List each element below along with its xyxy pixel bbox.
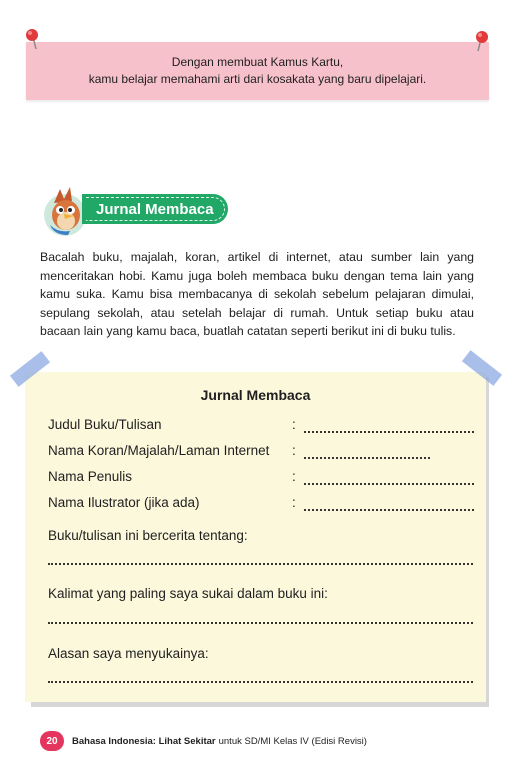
field-colon: : <box>292 443 296 458</box>
section-title-badge <box>82 194 228 224</box>
note-line-2: kamu belajar memahami arti dari kosakata yang baru dipelajari. <box>88 72 427 86</box>
dotted-answer-line <box>48 622 473 624</box>
field-label: Nama Penulis <box>48 469 133 484</box>
book-title: Bahasa Indonesia: Lihat Sekitar <box>72 735 216 747</box>
journal-title: Jurnal Membaca <box>200 387 311 403</box>
page-number: 20 <box>40 731 64 751</box>
field-label: Nama Koran/Majalah/Laman Internet <box>48 443 270 458</box>
field-book-title <box>48 417 474 435</box>
pushpin-icon <box>472 30 490 52</box>
note-line-1: Dengan membuat Kamus Kartu, <box>171 55 344 69</box>
prompt-reason: Alasan saya menyukainya: <box>48 646 209 661</box>
dotted-answer-line <box>304 483 474 485</box>
book-subtitle: untuk SD/MI Kelas IV (Edisi Revisi) <box>218 735 367 747</box>
dotted-answer-line <box>304 509 474 511</box>
dotted-answer-line <box>48 563 473 565</box>
prompt-favorite-sentence: Kalimat yang paling saya sukai dalam buku ini: <box>48 586 328 601</box>
page-footer <box>40 731 367 751</box>
pushpin-icon <box>24 28 42 50</box>
section-title: Jurnal Membaca <box>96 200 214 218</box>
dotted-answer-line <box>304 431 474 433</box>
field-label: Judul Buku/Tulisan <box>48 417 162 432</box>
dotted-answer-line <box>48 681 473 683</box>
field-colon: : <box>292 495 296 510</box>
field-author <box>48 469 474 487</box>
intro-paragraph: Bacalah buku, majalah, koran, artikel di internet, atau sumber lain yang menceritakan hobi. Kamu juga boleh membaca buku dengan tema lain yang kamu suka. Kamu bisa membacanya di sekolah sebelum pelajaran dimulai, sepulang sekolah, atau setelah belajar di rumah. Untuk setiap buku atau bacaan lain yang kamu baca, buatlah catatan seperti berikut ini di buku tulis. <box>40 250 474 339</box>
dotted-answer-line <box>304 457 430 459</box>
field-colon: : <box>292 469 296 484</box>
field-colon: : <box>292 417 296 432</box>
field-publication-name <box>48 443 474 461</box>
field-label: Nama Ilustrator (jika ada) <box>48 495 200 510</box>
info-note <box>26 42 489 100</box>
field-illustrator <box>48 495 474 513</box>
prompt-story-about: Buku/tulisan ini bercerita tentang: <box>48 528 248 543</box>
